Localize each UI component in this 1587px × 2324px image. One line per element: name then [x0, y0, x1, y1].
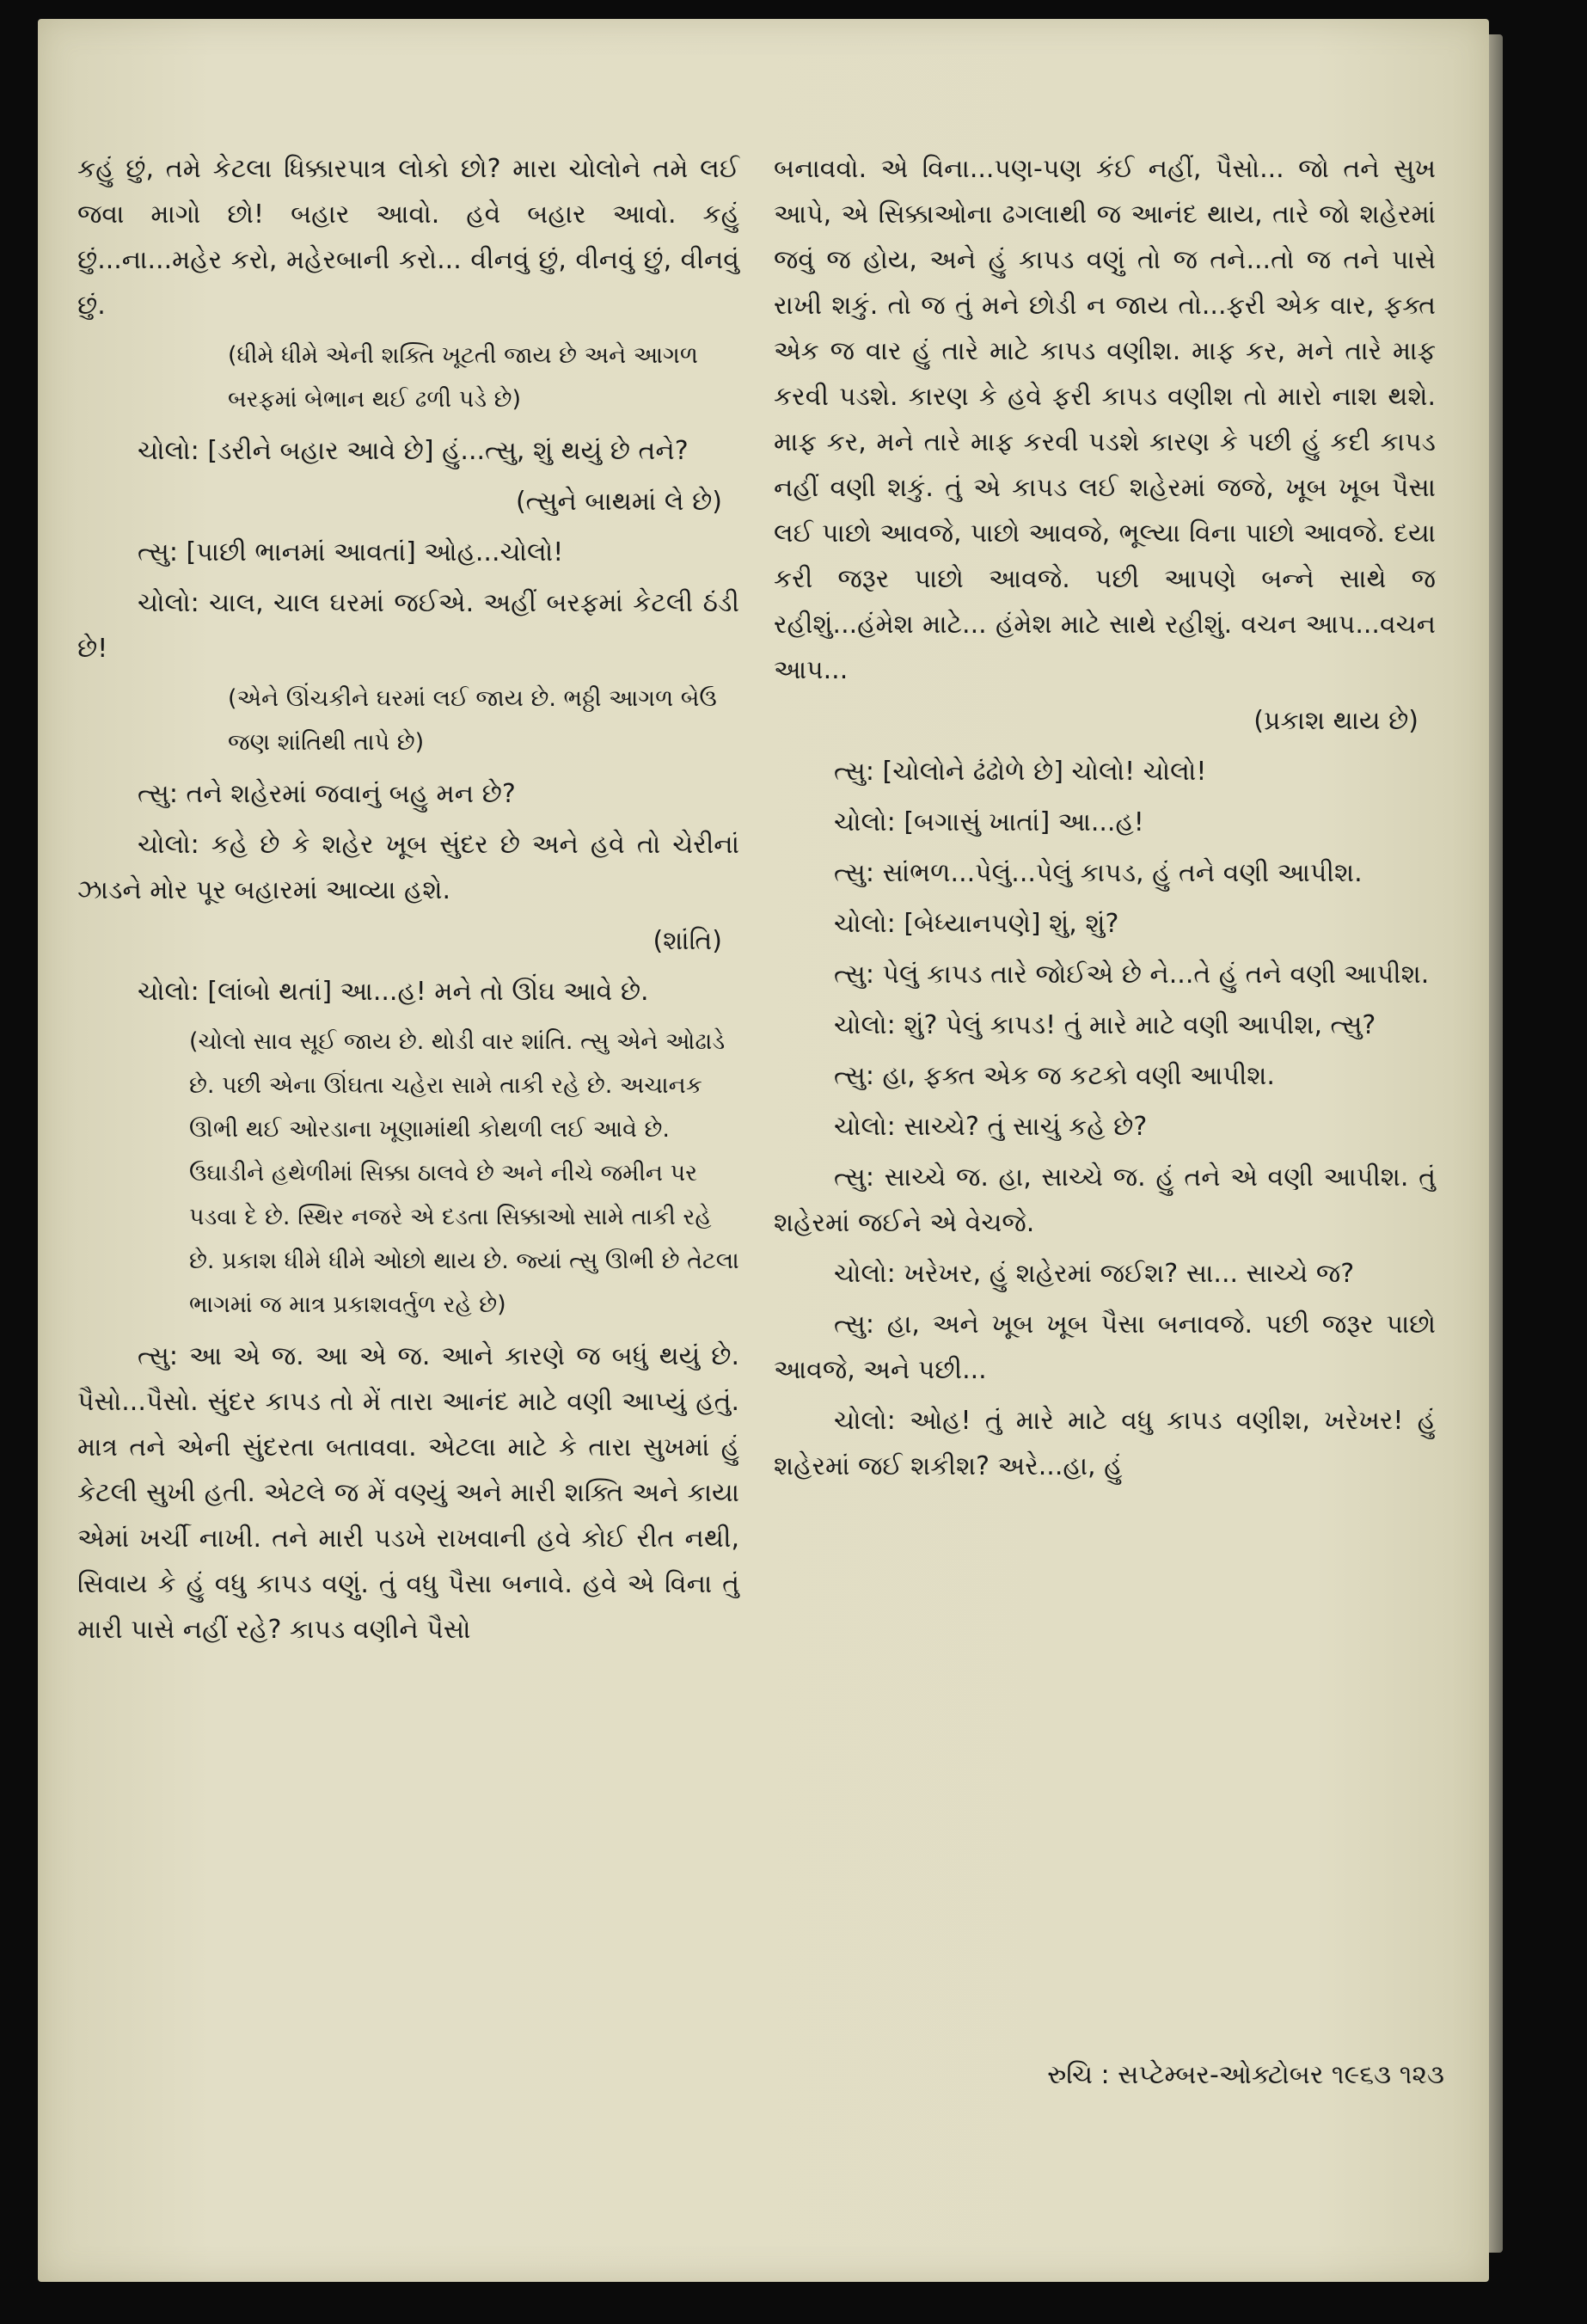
dialogue-line: ચોલો: કહે છે કે શહેર ખૂબ સુંદર છે અને હવે તો ચેરીનાં ઝાડને મોર પૂર બહારમાં આવ્યા હશે. [77, 830, 739, 905]
dialogue-line: ચોલો: [લાંબો થતાં] આ...હ! મને તો ઊંઘ આવે છે. [138, 977, 649, 1007]
dialogue-line: ચોલો: ઓહ! તું મારે માટે વધુ કાપડ વણીશ, ખરેખર! હું શહેરમાં જઈ શકીશ? અરે...હા, હું [774, 1406, 1436, 1481]
dialogue-line: ચોલો: ખરેખર, હું શહેરમાં જઈશ? સા... સાચ્ચે જ? [834, 1259, 1355, 1289]
dialogue-line: ચોલો: [ડરીને બહાર આવે છે] હું...ત્સુ, શું થયું છે તને? [138, 436, 689, 466]
stage-direction: (ત્સુને બાથમાં લે છે) [515, 487, 722, 517]
dialogue-line: ત્સુ: [પાછી ભાનમાં આવતાં] ઓહ...ચોલો! [138, 537, 564, 567]
dialogue-line: ત્સુ: પેલું કાપડ તારે જોઈએ છે ને...તે હું તને વણી આપીશ. [834, 960, 1430, 990]
left-column [77, 146, 739, 1658]
paragraph: બનાવવો. એ વિના...પણ-પણ કંઈ નહીં, પૈસો... જો તને સુખ આપે, એ સિક્કાઓના ઢગલાથી જ આનંદ થાય, તારે જો શહેરમાં જવું જ હોય, અને હું કાપડ વણું તો જ તને...તો જ તને પાસે રાખી શકું. તો જ તું મને છોડી ન જાય તો...ફરી એક વાર, ફક્ત એક જ વાર હું તારે માટે કાપડ વણીશ. માફ કર, મને તારે માફ કરવી પડશે. કારણ કે હવે ફરી કાપડ વણીશ તો મારો નાશ થશે. માફ કર, મને તારે માફ કરવી પડશે કારણ કે પછી હું કદી કાપડ નહીં વણી શકું. તું એ કાપડ લઈ શહેરમાં જજે, ખૂબ ખૂબ પૈસા લઈ પાછો આવજે, પાછો આવજે, ભૂલ્યા વિના પાછો આવજે. દયા કરી જરૂર પાછો આવજે. પછી આપણે બન્ને સાથે જ રહીશું...હંમેશ માટે... હંમેશ માટે સાથે રહીશું. વચન આપ...વચન આપ... [774, 154, 1436, 685]
stage-direction: (શાંતિ) [653, 926, 722, 956]
page-footer: રુચિ : સપ્ટેમ્બર-ઓક્ટોબર ૧૯૬૩ ૧૨૩ [1047, 2060, 1444, 2090]
dialogue-line: ત્સુ: [ચોલોને ઢંઢોળે છે] ચોલો! ચોલો! [834, 757, 1207, 787]
stage-direction: (ધીમે ધીમે એની શક્તિ ખૂટતી જાય છે અને આગળ બરફમાં બેભાન થઈ ઢળી પડે છે) [228, 342, 698, 413]
right-column [774, 146, 1436, 1494]
stage-direction: (એને ઊંચકીને ઘરમાં લઈ જાય છે. ભઠ્ઠી આગળ બેઉ જણ શાંતિથી તાપે છે) [228, 685, 717, 756]
dialogue-line: ચોલો: સાચ્ચે? તું સાચું કહે છે? [834, 1112, 1148, 1142]
dialogue-line: ત્સુ: હા, અને ખૂબ ખૂબ પૈસા બનાવજે. પછી જરૂર પાછો આવજે, અને પછી... [774, 1309, 1436, 1385]
dialogue-line: ત્સુ: તને શહેરમાં જવાનું બહુ મન છે? [138, 779, 516, 809]
dialogue-line: ત્સુ: સાચ્ચે જ. હા, સાચ્ચે જ. હું તને એ વણી આપીશ. તું શહેરમાં જઈને એ વેચજે. [774, 1162, 1436, 1238]
paragraph: કહું છું, તમે કેટલા ધિક્કારપાત્ર લોકો છો? મારા ચોલોને તમે લઈ જવા માગો છો! બહાર આવો. હવે બહાર આવો. કહું છું...ના...મહેર કરો, મહેરબાની કરો... વીનવું છું, વીનવું છું, વીનવું છું. [77, 154, 739, 321]
dialogue-line: ચોલો: [બેધ્યાનપણે] શું, શું? [834, 909, 1119, 939]
dialogue-line: ત્સુ: આ એ જ. આ એ જ. આને કારણે જ બધું થયું છે. પૈસો...પૈસો. સુંદર કાપડ તો મેં તારા આનંદ માટે વણી આપ્યું હતું. માત્ર તને એની સુંદરતા બતાવવા. એટલા માટે કે તારા સુખમાં હું કેટલી સુખી હતી. એટલે જ મેં વણ્યું અને મારી શક્તિ અને કાયા એમાં ખર્ચી નાખી. તને મારી પડખે રાખવાની હવે કોઈ રીત નથી, સિવાય કે હું વધુ કાપડ વણું. તું વધુ પૈસા બનાવે. હવે એ વિના તું મારી પાસે નહીં રહે? કાપડ વણીને પૈસો [77, 1341, 739, 1645]
dialogue-line: ત્સુ: હા, ફક્ત એક જ કટકો વણી આપીશ. [834, 1061, 1275, 1091]
dialogue-line: ચોલો: [બગાસું ખાતાં] આ...હ! [834, 807, 1144, 837]
stage-direction: (પ્રકાશ થાય છે) [1253, 706, 1418, 736]
dialogue-line: ત્સુ: સાંભળ...પેલું...પેલું કાપડ, હું તને વણી આપીશ. [834, 858, 1363, 888]
stage-direction: (ચોલો સાવ સૂઈ જાય છે. થોડી વાર શાંતિ. ત્સુ એને ઓઢાડે છે. પછી એના ઊંઘતા ચહેરા સામે તાકી રહે છે. અચાનક ઊભી થઈ ઓરડાના ખૂણામાંથી કોથળી લઈ આવે છે. ઉઘાડીને હથેળીમાં સિક્કા ઠાલવે છે અને નીચે જમીન પર પડવા દે છે. સ્થિર નજરે એ દડતા સિક્કાઓ સામે તાકી રહે છે. પ્રકાશ ધીમે ધીમે ઓછો થાય છે. જ્યાં ત્સુ ઊભી છે તેટલા ભાગમાં જ માત્ર પ્રકાશવર્તુળ રહે છે) [189, 1028, 739, 1318]
dialogue-line: ચોલો: ચાલ, ચાલ ઘરમાં જઈએ. અહીં બરફમાં કેટલી ઠંડી છે! [77, 588, 739, 664]
dialogue-line: ચોલો: શું? પેલું કાપડ! તું મારે માટે વણી આપીશ, ત્સુ? [834, 1010, 1376, 1040]
